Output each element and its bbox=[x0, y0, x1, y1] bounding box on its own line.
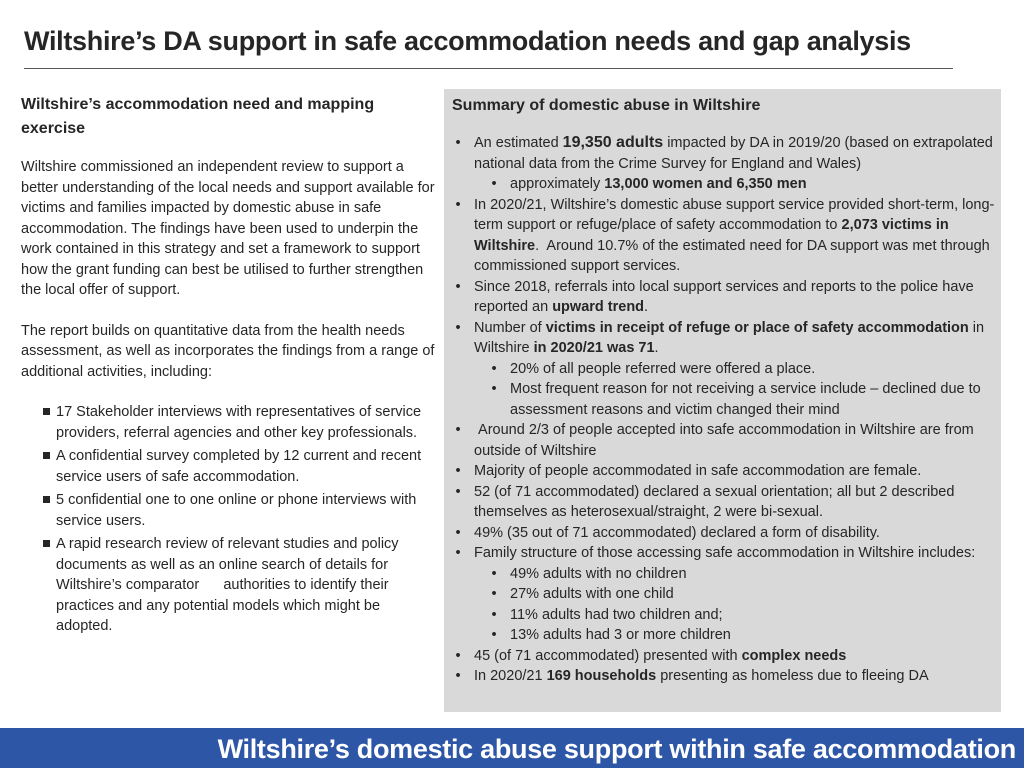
bullet-icon: • bbox=[455, 545, 461, 561]
list-item-text: 5 confidential one to one online or phone interviews with service users. bbox=[56, 492, 417, 529]
accommodation-need-section bbox=[21, 93, 439, 640]
summary-list bbox=[452, 133, 995, 687]
summary-item-victims-supported: • In 2020/21, Wiltshire’s domestic abuse support service provided short-term, long-term support or refuge/place of safety accommodation to 2,073 victims in Wiltshire. Around 10.7% of the estimated need for DA support was met through commissioned support services. bbox=[452, 195, 995, 277]
bullet-icon: • bbox=[491, 381, 497, 397]
summary-subitem-two-children: • 11% adults had two children and; bbox=[452, 605, 995, 626]
summary-item-estimated-adults: • An estimated 19,350 adults impacted by DA in 2019/20 (based on extrapolated national data from the Crime Survey for England and Wales) bbox=[452, 133, 995, 174]
report-paragraph: The report builds on quantitative data from the health needs assessment, as well as incorporates the findings from a range of additional activities, including: bbox=[21, 322, 435, 380]
summary-subitem-three-plus-children: • 13% adults had 3 or more children bbox=[452, 625, 995, 646]
square-bullet-icon bbox=[43, 540, 50, 547]
intro-paragraph: Wiltshire commissioned an independent review to support a better understanding of the local needs and support available for victims and families impacted by domestic abuse in safe accommodation. The findings have been used to underpin the work contained in this strategy and set a framework to support how the grant funding can best be utilised to further strengthen the local offer of support. bbox=[21, 159, 435, 298]
bullet-icon: • bbox=[491, 586, 497, 602]
bullet-icon: • bbox=[491, 360, 497, 377]
page-title: Wiltshire’s DA support in safe accommodation needs and gap analysis bbox=[24, 26, 911, 56]
section-heading: Wiltshire’s accommodation need and mapping exercise bbox=[21, 96, 375, 137]
list-item-text: A confidential survey completed by 12 current and recent service users of safe accommodation. bbox=[56, 448, 422, 485]
bullet-icon: • bbox=[455, 422, 461, 438]
bullet-icon: • bbox=[491, 565, 497, 582]
square-bullet-icon bbox=[43, 408, 50, 415]
list-item bbox=[21, 446, 439, 487]
list-item-text: 17 Stakeholder interviews with representatives of service providers, referral agencies and other key professionals. bbox=[56, 404, 422, 441]
summary-item-outside-wiltshire: • Around 2/3 of people accepted into safe accommodation in Wiltshire are from outside of Wiltshire bbox=[452, 420, 995, 461]
list-item bbox=[21, 490, 439, 531]
footer-title: Wiltshire’s domestic abuse support within safe accommodation bbox=[217, 734, 1016, 764]
bullet-icon: • bbox=[455, 524, 461, 541]
summary-subitem-women-men: • approximately 13,000 women and 6,350 men bbox=[452, 174, 995, 195]
bullet-icon: • bbox=[455, 278, 461, 295]
bullet-icon: • bbox=[455, 135, 461, 151]
summary-item-female-majority: • Majority of people accommodated in safe accommodation are female. bbox=[452, 461, 995, 482]
summary-panel bbox=[444, 89, 1001, 712]
summary-subitem-offered-place: • 20% of all people referred were offered a place. bbox=[452, 359, 995, 380]
list-item-text: A rapid research review of relevant studies and policy documents as well as an online search of details for Wiltshire’s comparator authorities to identify their practices and any potential models which might be adopted. bbox=[56, 536, 403, 634]
summary-subitem-one-child: • 27% adults with one child bbox=[452, 584, 995, 605]
summary-subitem-declined-reasons: • Most frequent reason for not receiving a service include – declined due to assessment reasons and victim changed their mind bbox=[452, 379, 995, 420]
bullet-icon: • bbox=[455, 668, 461, 684]
bullet-icon: • bbox=[455, 319, 461, 336]
summary-item-complex-needs: • 45 (of 71 accommodated) presented with complex needs bbox=[452, 646, 995, 667]
summary-item-disability: • 49% (35 out of 71 accommodated) declared a form of disability. bbox=[452, 523, 995, 544]
list-item bbox=[21, 534, 439, 637]
summary-item-homeless-households: • In 2020/21 169 households presenting as homeless due to fleeing DA bbox=[452, 666, 995, 687]
summary-item-refuge-victims: • Number of victims in receipt of refuge or place of safety accommodation in Wiltshire in 2020/21 was 71. bbox=[452, 318, 995, 359]
summary-item-sexual-orientation: • 52 (of 71 accommodated) declared a sexual orientation; all but 2 described themselves as heterosexual/straight, 2 were bi-sexual. bbox=[452, 482, 995, 523]
bullet-icon: • bbox=[455, 463, 461, 479]
square-bullet-icon bbox=[43, 452, 50, 459]
summary-heading: Summary of domestic abuse in Wiltshire bbox=[452, 97, 761, 114]
bullet-icon: • bbox=[455, 483, 461, 500]
bullet-icon: • bbox=[455, 647, 461, 664]
list-item bbox=[21, 402, 439, 443]
summary-item-family-structure: • Family structure of those accessing safe accommodation in Wiltshire includes: bbox=[452, 543, 995, 564]
title-divider bbox=[24, 68, 953, 69]
bullet-icon: • bbox=[491, 606, 497, 623]
bullet-icon: • bbox=[455, 196, 461, 213]
bullet-icon: • bbox=[491, 176, 497, 192]
summary-subitem-no-children: • 49% adults with no children bbox=[452, 564, 995, 585]
bullet-icon: • bbox=[491, 627, 497, 643]
activities-list bbox=[21, 402, 439, 637]
footer-banner bbox=[0, 728, 1024, 768]
square-bullet-icon bbox=[43, 496, 50, 503]
summary-item-referrals-trend: • Since 2018, referrals into local support services and reports to the police have reported an upward trend. bbox=[452, 277, 995, 318]
